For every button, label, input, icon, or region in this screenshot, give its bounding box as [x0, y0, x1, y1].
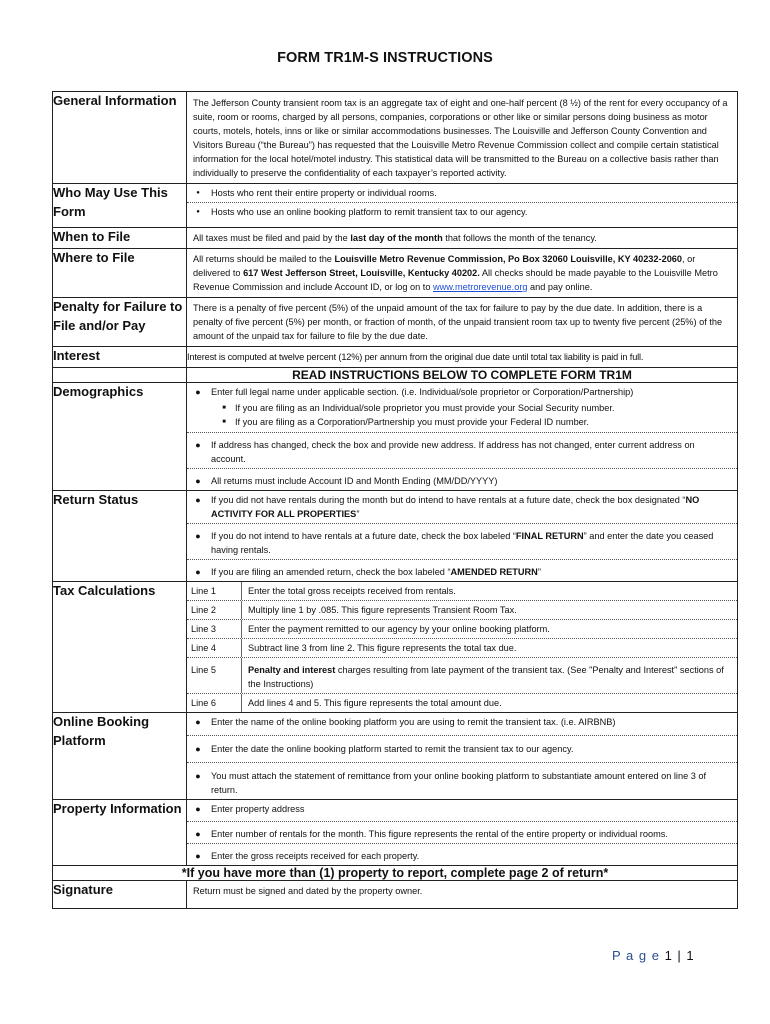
section-label-who: Who May Use This Form	[53, 184, 187, 228]
bullet-icon: ●	[195, 387, 201, 397]
banner2-row	[53, 866, 738, 881]
tax-line: Line 4 Subtract line 3 from line 2. This figure represents the total tax due.	[187, 639, 737, 658]
tax-line: Line 3 Enter the payment remitted to our agency by your online booking platform.	[187, 620, 737, 639]
tax-line: Line 5 Penalty and interest charges resulting from late payment of the transient tax. (See "Penalty and Interest" sections of the Instructions)	[187, 658, 737, 694]
who-row	[53, 184, 738, 228]
tax-line: Line 1 Enter the total gross receipts received from rentals.	[187, 582, 737, 601]
page-footer	[612, 948, 695, 963]
list-item: ● Hosts who use an online booking platform to remit transient tax to our agency.	[187, 203, 737, 227]
tax-line: Line 6 Add lines 4 and 5. This figure represents the total amount due.	[187, 694, 737, 712]
list-item: ● Enter the gross receipts received for each property.	[187, 844, 737, 865]
section-label-signature: Signature	[53, 881, 187, 909]
section-label-tax: Tax Calculations	[53, 582, 187, 713]
demographics-row	[53, 383, 738, 491]
list-item: ● Hosts who rent their entire property or individual rooms.	[187, 184, 737, 203]
section-label-where: Where to File	[53, 249, 187, 298]
signature-row	[53, 881, 738, 909]
bullet-icon: ●	[195, 567, 201, 577]
list-item: ● If you do not intend to have rentals at a future date, check the box labeled “FINAL RETURN” and enter the date you ceased having rentals.	[187, 524, 737, 560]
section-label-status: Return Status	[53, 491, 187, 582]
multi-property-banner: *If you have more than (1) property to report, complete page 2 of return*	[53, 866, 738, 881]
list-item: ● You must attach the statement of remittance from your online booking platform to substantiate amount entered on line 3 of return.	[187, 763, 737, 799]
when-text: All taxes must be filed and paid by the last day of the month that follows the month of the tenancy.	[193, 233, 597, 243]
penalty-text: There is a penalty of five percent (5%) of the unpaid amount of the tax for failure to pay by the due date. In addition, there is a penalty of five percent (5%) per month, or fraction of month, of the unpaid transient room tax up to twenty five percent (25%) of the amount of the unpaid tax for failure to file by the due date.	[193, 303, 723, 341]
status-row	[53, 491, 738, 582]
metro-revenue-link[interactable]: www.metrorevenue.org	[433, 282, 528, 292]
when-row	[53, 228, 738, 249]
square-bullet-icon: ■	[222, 405, 226, 411]
general-text: The Jefferson County transient room tax is an aggregate tax of eight and one-half percent (8 ½) of the rent for every occupancy of a suite, room or rooms, charged by all persons, companies, corporations or other like or similar persons doing business as motor courts, motels, hotels, inns or like or similar accommodations businesses. The Louisville and Jefferson County Convention and Visitors Bureau (“the Bureau”) has requested that the Louisville Metro Revenue Commission collect and compile certain statistical information for the local hotel/motel industry. This statistical data will be transmitted to the Bureau on a collective basis rather than individually to preserve the confidentiality of each taxpayer’s reported activity.	[193, 98, 728, 178]
bullet-icon: ●	[195, 744, 201, 754]
online-row	[53, 713, 738, 800]
interest-row	[53, 347, 738, 368]
tax-line: Line 2 Multiply line 1 by .085. This figure represents Transient Room Tax.	[187, 601, 737, 620]
tax-row	[53, 582, 738, 713]
page-number: 1 | 1	[664, 948, 695, 963]
section-label-property: Property Information	[53, 800, 187, 866]
where-row	[53, 249, 738, 298]
bullet-icon: ●	[196, 209, 200, 215]
bullet-icon: ●	[195, 851, 201, 861]
list-item: ● Enter full legal name under applicable section. (i.e. Individual/sole proprietor or Corporation/Partnership) ■ If you are filing as an Individual/sole proprietor you must provide your Social Security number. ■ If you are filing as a Corporation/Partnership you must provide your Federal ID number.	[187, 383, 737, 433]
bullet-icon: ●	[195, 495, 201, 505]
list-item: ● All returns must include Account ID and Month Ending (MM/DD/YYYY)	[187, 469, 737, 490]
sub-list-item: ■ If you are filing as an Individual/sole proprietor you must provide your Social Security number.	[187, 401, 614, 415]
instructions-table	[52, 91, 738, 909]
where-text: All returns should be mailed to the Louisville Metro Revenue Commission, Po Box 32060 Louisville, KY 40232-2060, or delivered to 617 West Jefferson Street, Louisville, Kentucky 40202. All checks should be made payable to the Louisville Metro Revenue Commission and include Account ID, or log on to www.metrorevenue.org and pay online.	[193, 254, 718, 292]
penalty-row	[53, 298, 738, 347]
banner-row	[53, 368, 738, 383]
list-item: ● If address has changed, check the box and provide new address. If address has not changed, enter current address on account.	[187, 433, 737, 469]
property-row	[53, 800, 738, 866]
bullet-icon: ●	[195, 440, 201, 450]
list-item: ● Enter property address	[187, 800, 737, 822]
section-label-penalty: Penalty for Failure to File and/or Pay	[53, 298, 187, 347]
general-row	[53, 92, 738, 184]
list-item: ● If you did not have rentals during the month but do intend to have rentals at a future date, check the box designated “NO ACTIVITY FOR ALL PROPERTIES”	[187, 491, 737, 524]
section-label-demographics: Demographics	[53, 383, 187, 491]
square-bullet-icon: ■	[222, 419, 226, 425]
page-word: P a g e	[612, 948, 660, 963]
bullet-icon: ●	[195, 804, 201, 814]
bullet-icon: ●	[195, 476, 201, 486]
section-label-when: When to File	[53, 228, 187, 249]
section-label-interest: Interest	[53, 347, 187, 368]
list-item: ● If you are filing an amended return, check the box labeled “AMENDED RETURN”	[187, 560, 737, 581]
bullet-icon: ●	[196, 190, 200, 196]
bullet-icon: ●	[195, 531, 201, 541]
page-title: FORM TR1M-S INSTRUCTIONS	[277, 50, 493, 66]
bullet-icon: ●	[195, 717, 201, 727]
sub-list-item: ■ If you are filing as a Corporation/Partnership you must provide your Federal ID number.	[187, 415, 589, 432]
list-item: ● Enter number of rentals for the month. This figure represents the rental of the entire property or individual rooms.	[187, 822, 737, 844]
list-item: ● Enter the name of the online booking platform you are using to remit the transient tax. (i.e. AIRBNB)	[187, 713, 737, 736]
list-item: ● Enter the date the online booking platform started to remit the transient tax to our agency.	[187, 736, 737, 763]
interest-text: Interest is computed at twelve percent (12%) per annum from the original due date until total tax liability is paid in full.	[187, 352, 644, 362]
section-label-general: General Information	[53, 92, 187, 184]
bullet-icon: ●	[195, 771, 201, 781]
signature-text: Return must be signed and dated by the property owner.	[193, 886, 423, 896]
instructions-banner: READ INSTRUCTIONS BELOW TO COMPLETE FORM TR1M	[187, 368, 738, 383]
section-label-online: Online Booking Platform	[53, 713, 187, 800]
bullet-icon: ●	[195, 829, 201, 839]
